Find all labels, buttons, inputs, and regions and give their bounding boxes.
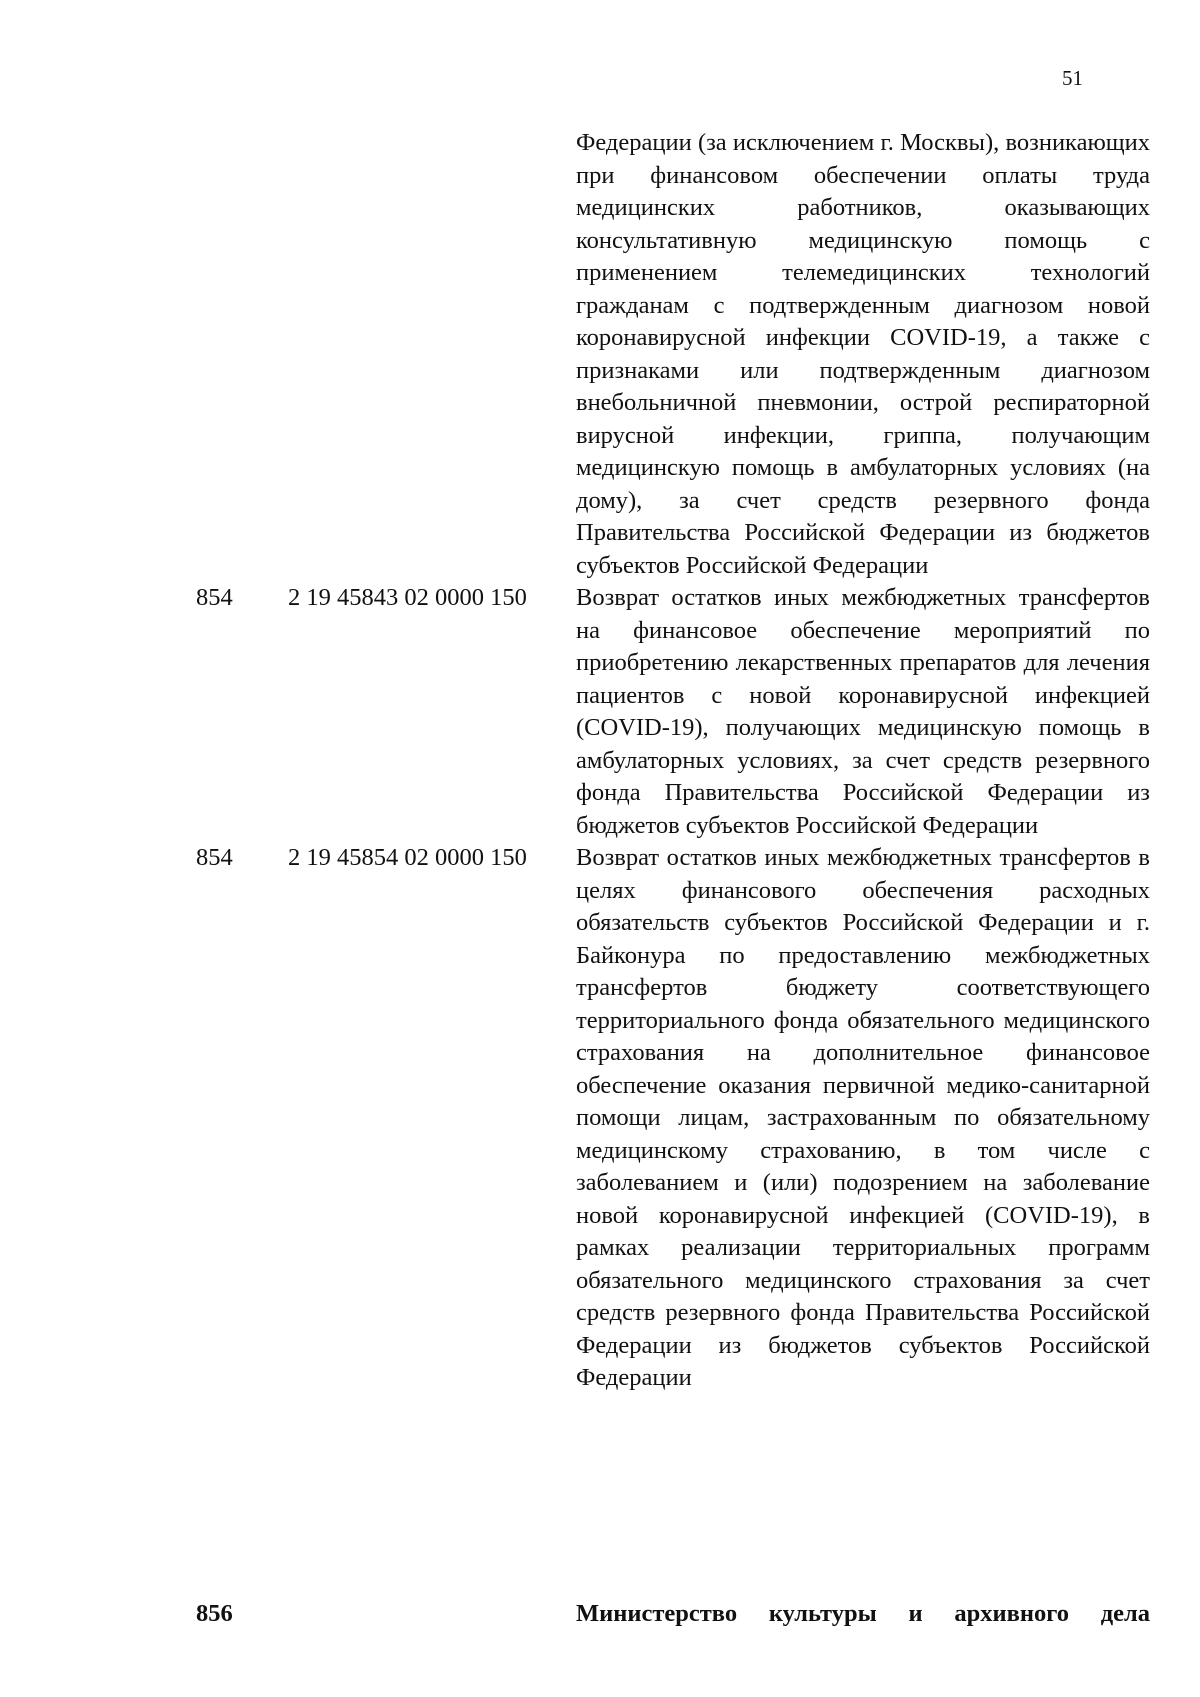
admin-code: 854 — [196, 584, 233, 611]
section-title: Министерство культуры и архивного дела — [576, 1600, 1150, 1627]
row-description: Федерации (за исключением г. Москвы), возникающих при финансовом обеспечении оплаты труда медицинских работников, оказывающих консультативную медицинскую помощь с применением телемедицинских технологий гражданам с подтвержденным диагнозом новой коронавирусной инфекции COVID-19, а также с признаками или подтвержденным диагнозом внебольничной пневмонии, острой респираторной вирусной инфекции, гриппа, получающим медицинскую помощь в амбулаторных условиях (на дому), за счет средств резервного фонда Правительства Российской Федерации из бюджетов субъектов Российской Федерации — [576, 129, 1150, 579]
budget-classification-code: 2 19 45843 02 0000 150 — [288, 584, 527, 611]
page-number: 51 — [1062, 66, 1083, 90]
section-admin-code: 856 — [196, 1600, 233, 1627]
row-description: Возврат остатков иных межбюджетных трансфертов в целях финансового обеспечения расходных обязательств субъектов Российской Федерации и г. Байконура по предоставлению межбюджетных трансфертов бюджету соответствующего территориального фонда обязательного медицинского страхования на дополнительное финансовое обеспечение оказания первичной медико-санитарной помощи лицам, застрахованным по обязательному медицинскому страхованию, в том числе с заболеванием и (или) подозрением на заболевание новой коронавирусной инфекцией (COVID-19), в рамках реализации территориальных программ обязательного медицинского страхования за счет средств резервного фонда Правительства Российской Федерации из бюджетов субъектов Российской Федерации — [576, 844, 1150, 1391]
table-row — [196, 582, 1150, 842]
row-description: Возврат остатков иных межбюджетных трансфертов на финансовое обеспечение мероприятий по приобретению лекарственных препаратов для лечения пациентов с новой коронавирусной инфекцией (COVID-19), получающих медицинскую помощь в амбулаторных условиях, за счет средств резервного фонда Правительства Российской Федерации из бюджетов субъектов Российской Федерации — [576, 584, 1150, 839]
admin-code: 854 — [196, 844, 233, 871]
table-row — [196, 842, 1150, 1395]
budget-classification-code: 2 19 45854 02 0000 150 — [288, 844, 527, 871]
revenue-codes-table — [196, 127, 1150, 1395]
table-row — [196, 127, 1150, 582]
